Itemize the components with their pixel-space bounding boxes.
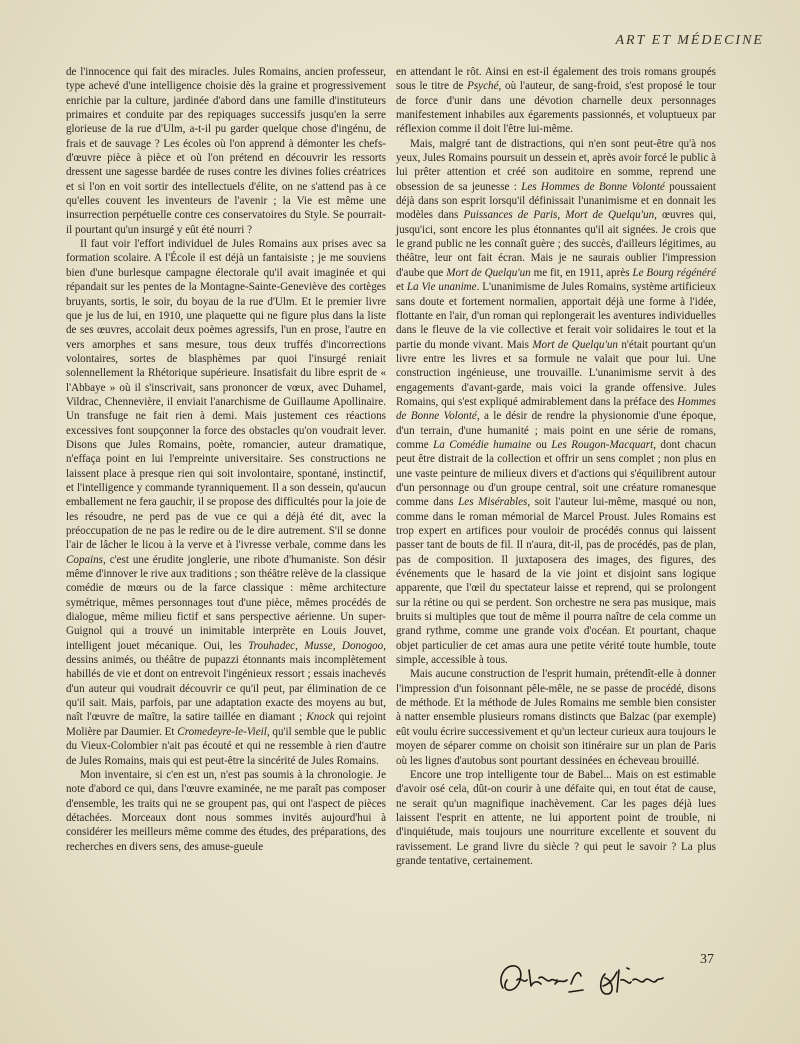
text-run: , dessins animés, ou théâtre de pupazzi étonnants mais incomplètement habillés de vie et dont on entrevoit l'ingénieux ressort ; essais inachevés d'un auteur qui voudrait découvrir ce qu'il peut, par élimination de ce qu'il sait. Mais, parfois, par une adaptation exacte des moyens au but, naît l'œuvre de maître, la satire taillée en diamant ; xyxy=(66,639,387,724)
text-run: et xyxy=(396,281,407,294)
text-run: Mais aucune construction de l'esprit humain, prétendît-elle à donner l'impression d'un foisonnant pêle-mêle, ne se passe de procédé, disons de méthode. Et la méthode de Jules Romains me semble bien consister à natter ensemble plusieurs romans distincts que Balzac (par exemple) eût voulu écrire successivement et qu'un lecteur curieux aura toujours le moyen de séparer comme on choisit son itinéraire sur un plan de Paris où les lignes d'autobus sont pourtant dessinées en écheveau brouillé. xyxy=(396,668,716,767)
italic-title: Mort de Quelqu'un xyxy=(446,266,531,279)
paragraph xyxy=(66,237,386,768)
paragraph xyxy=(66,65,386,237)
italic-title: Mort de Quelqu'un xyxy=(532,338,618,351)
page-number: 37 xyxy=(700,952,714,967)
paragraph xyxy=(396,768,716,868)
paragraph xyxy=(396,65,716,137)
text-run: , a le désir de rendre la physionomie d'une époque, d'un terrain, d'une humanité ; mais point en une série de romans, comme xyxy=(396,410,716,451)
text-run: n'était pourtant qu'un livre entre les livres et sa formule ne valait que pour lui. Une construction ingénieuse, une trouvaille. L'unanimisme servit à des engagements d'avant-garde, mais voici la grande offensive. Jules Romains, qui s'est expliqué admirablement dans la préface des xyxy=(396,338,716,408)
italic-title: La Vie unanime xyxy=(406,281,477,294)
text-run: en attendant le rôt. Ainsi en est-il également des trois romans groupés sous le titre de xyxy=(396,66,716,93)
text-run: Encore une trop intelligente tour de Babel... Mais on est estimable d'avoir osé cela, dût-on courir à une défaite qui, en tout état de cause, ne serait qu'un magnifique inachèvement. Car les pages déjà lues laissent l'esprit en attente, ne lui apportent point de trouble, ni d'inquiétude, mais toujours une nourriture excellente et souvent du ravissement. Le grand livre du siècle ? qui peut le savoir ? La plus grande tentative, certainement. xyxy=(396,768,716,867)
italic-title: Trouhadec, Musse, Donogoo xyxy=(248,639,384,652)
text-run: qui rejoint Molière par Daumier. Et xyxy=(66,711,386,738)
italic-title: Knock xyxy=(306,711,335,724)
text-run: me fit, en 1911, après xyxy=(530,266,633,279)
italic-title: Hommes de Bonne Volonté xyxy=(396,395,716,423)
text-run: Mais, malgré tant de distractions, qui n'en sont peut-être qu'à nos yeux, Jules Romains poursuit un dessein et, après avoir forcé le public à lui prêter attention et créé son auditoire en somme, reprend une obsession de sa jeunesse : xyxy=(396,137,716,193)
text-run: , dont chacun peut être distrait de la collection et offrir un sens complet ; non plus en une vaste peinture de milieux divers et d'actions qui s'équilibrent autour d'un personnage ou d'un groupe central, soit une créature romanesque comme dans xyxy=(396,438,717,509)
text-run: , c'est une érudite jonglerie, une ribote d'humaniste. Son désir même d'innover le rive aux traditions ; son théâtre relève de la classique comédie de mœurs ou de la farce classique : même architecture symétrique, mêmes personnages tout d'une pièce, mêmes procédés de dialogue, même milieu fictif et sans perspective aérienne. Un super-Guignol qui a trouvé un inimitable interprète en Louis Jouvet, intelligent jouet mécanique. Oui, les xyxy=(66,553,386,652)
text-run: . L'unanimisme de Jules Romains, système artificieux sans doute et fortement normalien, apportait déjà une forme à l'idée, flottante en l'air, d'un roman qui replongerait les aventures individuelles dans le fleuve de la vie collective et ferait voir solidaires le tout et la partie du monde vivant. Mais xyxy=(396,281,716,351)
left-column xyxy=(66,65,386,854)
text-run: , œuvres qui, jusqu'ici, sont encore les plus étonnantes qu'il ait signées. Je crois que le grand public ne les connaît guère ; des succès, d'ailleurs légitimes, au théâtre, leur ont fait écran. Mais je ne saurais oublier l'impression d'aube que xyxy=(396,209,717,279)
italic-title: Le Bourg régénéré xyxy=(632,266,716,279)
italic-title: Les Hommes de Bonne Volonté xyxy=(521,180,665,193)
text-run: Mon inventaire, si c'en est un, n'est pas soumis à la chronologie. Je note d'abord ce qui, dans l'œuvre examinée, ne me paraît pas composer d'ensemble, les traits qui ne se groupent pas, qui ont l'aspect de pièces détachées. Morceaux dont nous sommes invités aujourd'hui à considérer les meilleurs même comme des études, des préparations, des recherches en divers sens, des amuse-gueule xyxy=(66,768,386,853)
text-run: , où l'auteur, de sang-froid, s'est proposé le tour de force d'unir dans une dévotion charnelle deux personnages manifestement inhabiles aux égarements passionnés, et voluptueux par réflexion comme il doit l'être lui-même. xyxy=(396,80,716,136)
italic-title: Les Misérables xyxy=(458,496,528,509)
italic-title: La Comédie humaine xyxy=(433,438,532,451)
paragraph xyxy=(396,137,716,668)
text-run: , soit l'auteur lui-même, masqué ou non, comme dans le roman mémorial de Marcel Proust. Jules Romains est trop expert en artifices pour vouloir de procédés connus qui laissent passer tant de bouts de fil. Il n'aura, dit-il, pas de procédés, pas de plan, pas de composition. Il juxtaposera des images, des figures, des événements que le hasard de la vie joint et disjoint sans logique apparente, que l'œil du spectateur laisse et reprend, qui se prolongent sur la rétine ou qui se perdent. Son orchestre ne sera pas musique, mais bruits si multiples que tout de même il pourra naître de cela comme un grand rythme, comme une grande voix d'océan. Et pourtant, chaque objet particulier de cet amas aura une petite vérité toute humble, toute simple, accessible à tous. xyxy=(396,496,716,667)
running-head: ART ET MÉDECINE xyxy=(615,33,764,48)
italic-title: Puissances de Paris, Mort de Quelqu'un xyxy=(463,209,655,222)
italic-title: Cromedeyre-le-Vieil xyxy=(177,725,267,738)
text-run: , qu'il semble que le public du Vieux-Colombier n'ait pas écouté et qui ne ressemble à rien d'autre de Jules Romains, mais qui est peut-être la sincérité de Jules Romains. xyxy=(66,725,386,767)
right-column xyxy=(396,65,716,868)
italic-title: Psyché xyxy=(467,80,499,93)
italic-title: Copains xyxy=(66,553,103,566)
text-run: Il faut voir l'effort individuel de Jules Romains aux prises avec sa formation scolaire. A l'École il est déjà un fantaisiste ; je me souviens bien d'une burlesque campagne électorale qu'il avait imaginée et qui répandait sur les pentes de la Montagne-Sainte-Geneviève des cortèges bruyants, sortis, le soir, du boyau de la rue d'Ulm. Et le premier livre que je lus de lui, en 1910, une plaquette qui ne figure plus dans la liste de ses œuvres, accolait deux poèmes agressifs, l'un en prose, l'autre en vers amorphes et sans mesure, tous deux truffés d'incorrections volontaires, sortes de blasphèmes par quoi l'insurgé reniait solennellement la Rhétorique supérieure. Insatisfait du libre esprit de « l'Abbaye » où il s'inscrivait, sans prononcer de vœux, avec Duhamel, Vildrac, Chennevière, il enviait l'anarchisme de Guillaume Apollinaire. Un transfuge ne fait rien à demi. Mais justement ces réactions excessives font soupçonner la force des obstacles qu'on voudrait lever. Disons que Jules Romains, poète, romancier, auteur dramatique, n'effaça point en lui l'empreinte universitaire. Ses constructions ne laissent place à presque rien qui soit involontaire, spontané, instinctif, et l'intelligence y commande tyranniquement. Il a son dessein, qu'aucun emballement ne fera gauchir, il se propose des difficultés pour la joie de les résoudre, ne perd pas de vue ce qui a déjà été dit, avec la préoccupation de ne pas le redire ou de le dire autrement. S'il se donne l'air de lâcher le licou à la verve et à l'ivresse verbale, comme dans les xyxy=(66,238,386,552)
paragraph xyxy=(66,768,386,854)
text-run: de l'innocence qui fait des miracles. Jules Romains, ancien professeur, type achevé d'une intelligence choisie dès la graine et progressivement enrichie par la culture, jardinée d'abord dans une famille d'instituteurs primaires et conduite par des repiquages successifs jusqu'en la serre glorieuse de la rue d'Ulm, a-t-il pu garder quelque chose d'ingénu, de frais et de sauvage ? Les écoles où l'on apprend à démonter les chefs-d'œuvre pièce à pièce et où l'on prétend en découvrir les ressorts dressent une sagesse bardée de ruses contre les divines folies créatrices et si l'on en voit sortir des intellectuels d'élite, on ne s'attend pas à ce qu'elles couvent les inventeurs de l'avenir ; la Vie est même une insurrection perpétuelle contre ces conservatoires du Style. Se pourrait-il pourtant qu'un insurgé y eût été nourri ? xyxy=(66,66,386,236)
author-signature xyxy=(495,950,695,1005)
paragraph xyxy=(396,667,716,767)
text-run: poussaient déjà dans son esprit lorsqu'il définissait l'unanimisme et en donnait les modèles dans xyxy=(396,180,717,222)
italic-title: Les Rougon-Macquart xyxy=(551,438,654,451)
text-run: ou xyxy=(531,438,552,451)
